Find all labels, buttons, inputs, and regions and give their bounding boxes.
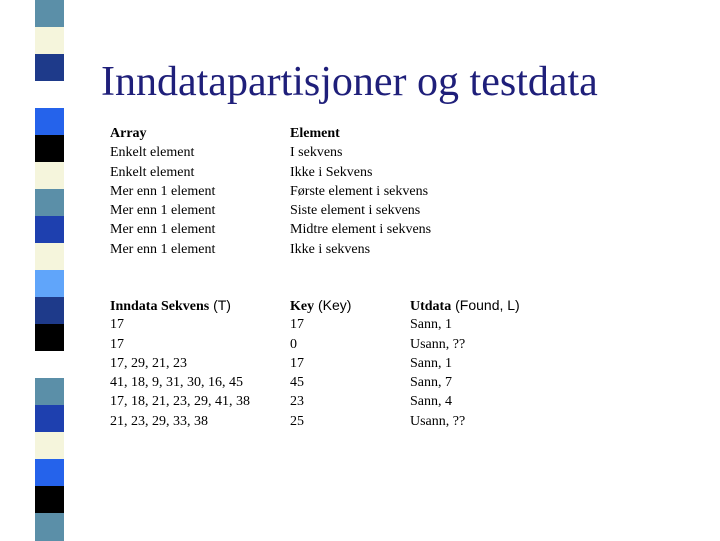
output-cell: Sann, 1 <box>410 355 452 371</box>
stripe-block <box>35 189 64 217</box>
element-cell: Siste element i sekvens <box>290 203 421 219</box>
sequence-cell: 21, 23, 29, 33, 38 <box>110 413 208 429</box>
stripe-block <box>35 513 64 541</box>
output-cell: Usann, ?? <box>410 336 466 352</box>
slide-title: Inndatapartisjoner og testdata <box>101 59 598 105</box>
stripe-block <box>35 27 64 55</box>
sequence-cell: 17, 29, 21, 23 <box>110 355 187 371</box>
element-cell: Ikke i Sekvens <box>290 164 373 180</box>
array-header: Array <box>110 126 147 141</box>
stripe-block <box>35 486 64 514</box>
stripe-block <box>35 81 64 109</box>
stripe-block <box>35 324 64 352</box>
stripe-block <box>35 405 64 433</box>
stripe-block <box>35 432 64 460</box>
output-cell: Sann, 4 <box>410 394 452 410</box>
key-header: Key (Key) <box>290 297 352 314</box>
array-cell: Mer enn 1 element <box>110 183 216 199</box>
sequence-header: Inndata Sekvens (T) <box>110 297 231 314</box>
key-cell: 17 <box>290 317 304 333</box>
array-column <box>110 124 215 259</box>
output-column <box>410 296 520 431</box>
output-cell: Sann, 7 <box>410 375 452 391</box>
output-cell: Sann, 1 <box>410 317 452 333</box>
stripe-block <box>35 351 64 379</box>
element-cell: Ikke i sekvens <box>290 241 371 257</box>
array-cell: Enkelt element <box>110 145 195 161</box>
sequence-cell: 17 <box>110 336 124 352</box>
array-cell: Mer enn 1 element <box>110 203 216 219</box>
element-cell: Midtre element i sekvens <box>290 222 432 238</box>
stripe-block <box>35 378 64 406</box>
key-cell: 25 <box>290 413 304 429</box>
stripe-block <box>35 162 64 190</box>
output-header: Utdata (Found, L) <box>410 297 520 314</box>
key-cell: 45 <box>290 375 304 391</box>
stripe-block <box>35 54 64 82</box>
array-cell: Mer enn 1 element <box>110 222 216 238</box>
key-cell: 0 <box>290 336 297 352</box>
stripe-block <box>35 243 64 271</box>
key-cell: 23 <box>290 394 304 410</box>
key-cell: 17 <box>290 355 304 371</box>
sequence-cell: 17, 18, 21, 23, 29, 41, 38 <box>110 394 250 410</box>
array-cell: Enkelt element <box>110 164 195 180</box>
element-header: Element <box>290 126 340 141</box>
array-cell: Mer enn 1 element <box>110 241 216 257</box>
decorative-stripe <box>0 0 64 540</box>
stripe-block <box>35 135 64 163</box>
element-cell: I sekvens <box>290 145 343 161</box>
element-column <box>290 124 431 259</box>
sequence-cell: 41, 18, 9, 31, 30, 16, 45 <box>110 375 243 391</box>
stripe-block <box>35 0 64 28</box>
stripe-block <box>35 297 64 325</box>
sequence-column <box>110 296 250 431</box>
stripe-block <box>35 270 64 298</box>
output-cell: Usann, ?? <box>410 413 466 429</box>
key-column <box>290 296 351 431</box>
stripe-block <box>35 216 64 244</box>
element-cell: Første element i sekvens <box>290 183 429 199</box>
stripe-block <box>35 108 64 136</box>
sequence-cell: 17 <box>110 317 124 333</box>
stripe-block <box>35 459 64 487</box>
